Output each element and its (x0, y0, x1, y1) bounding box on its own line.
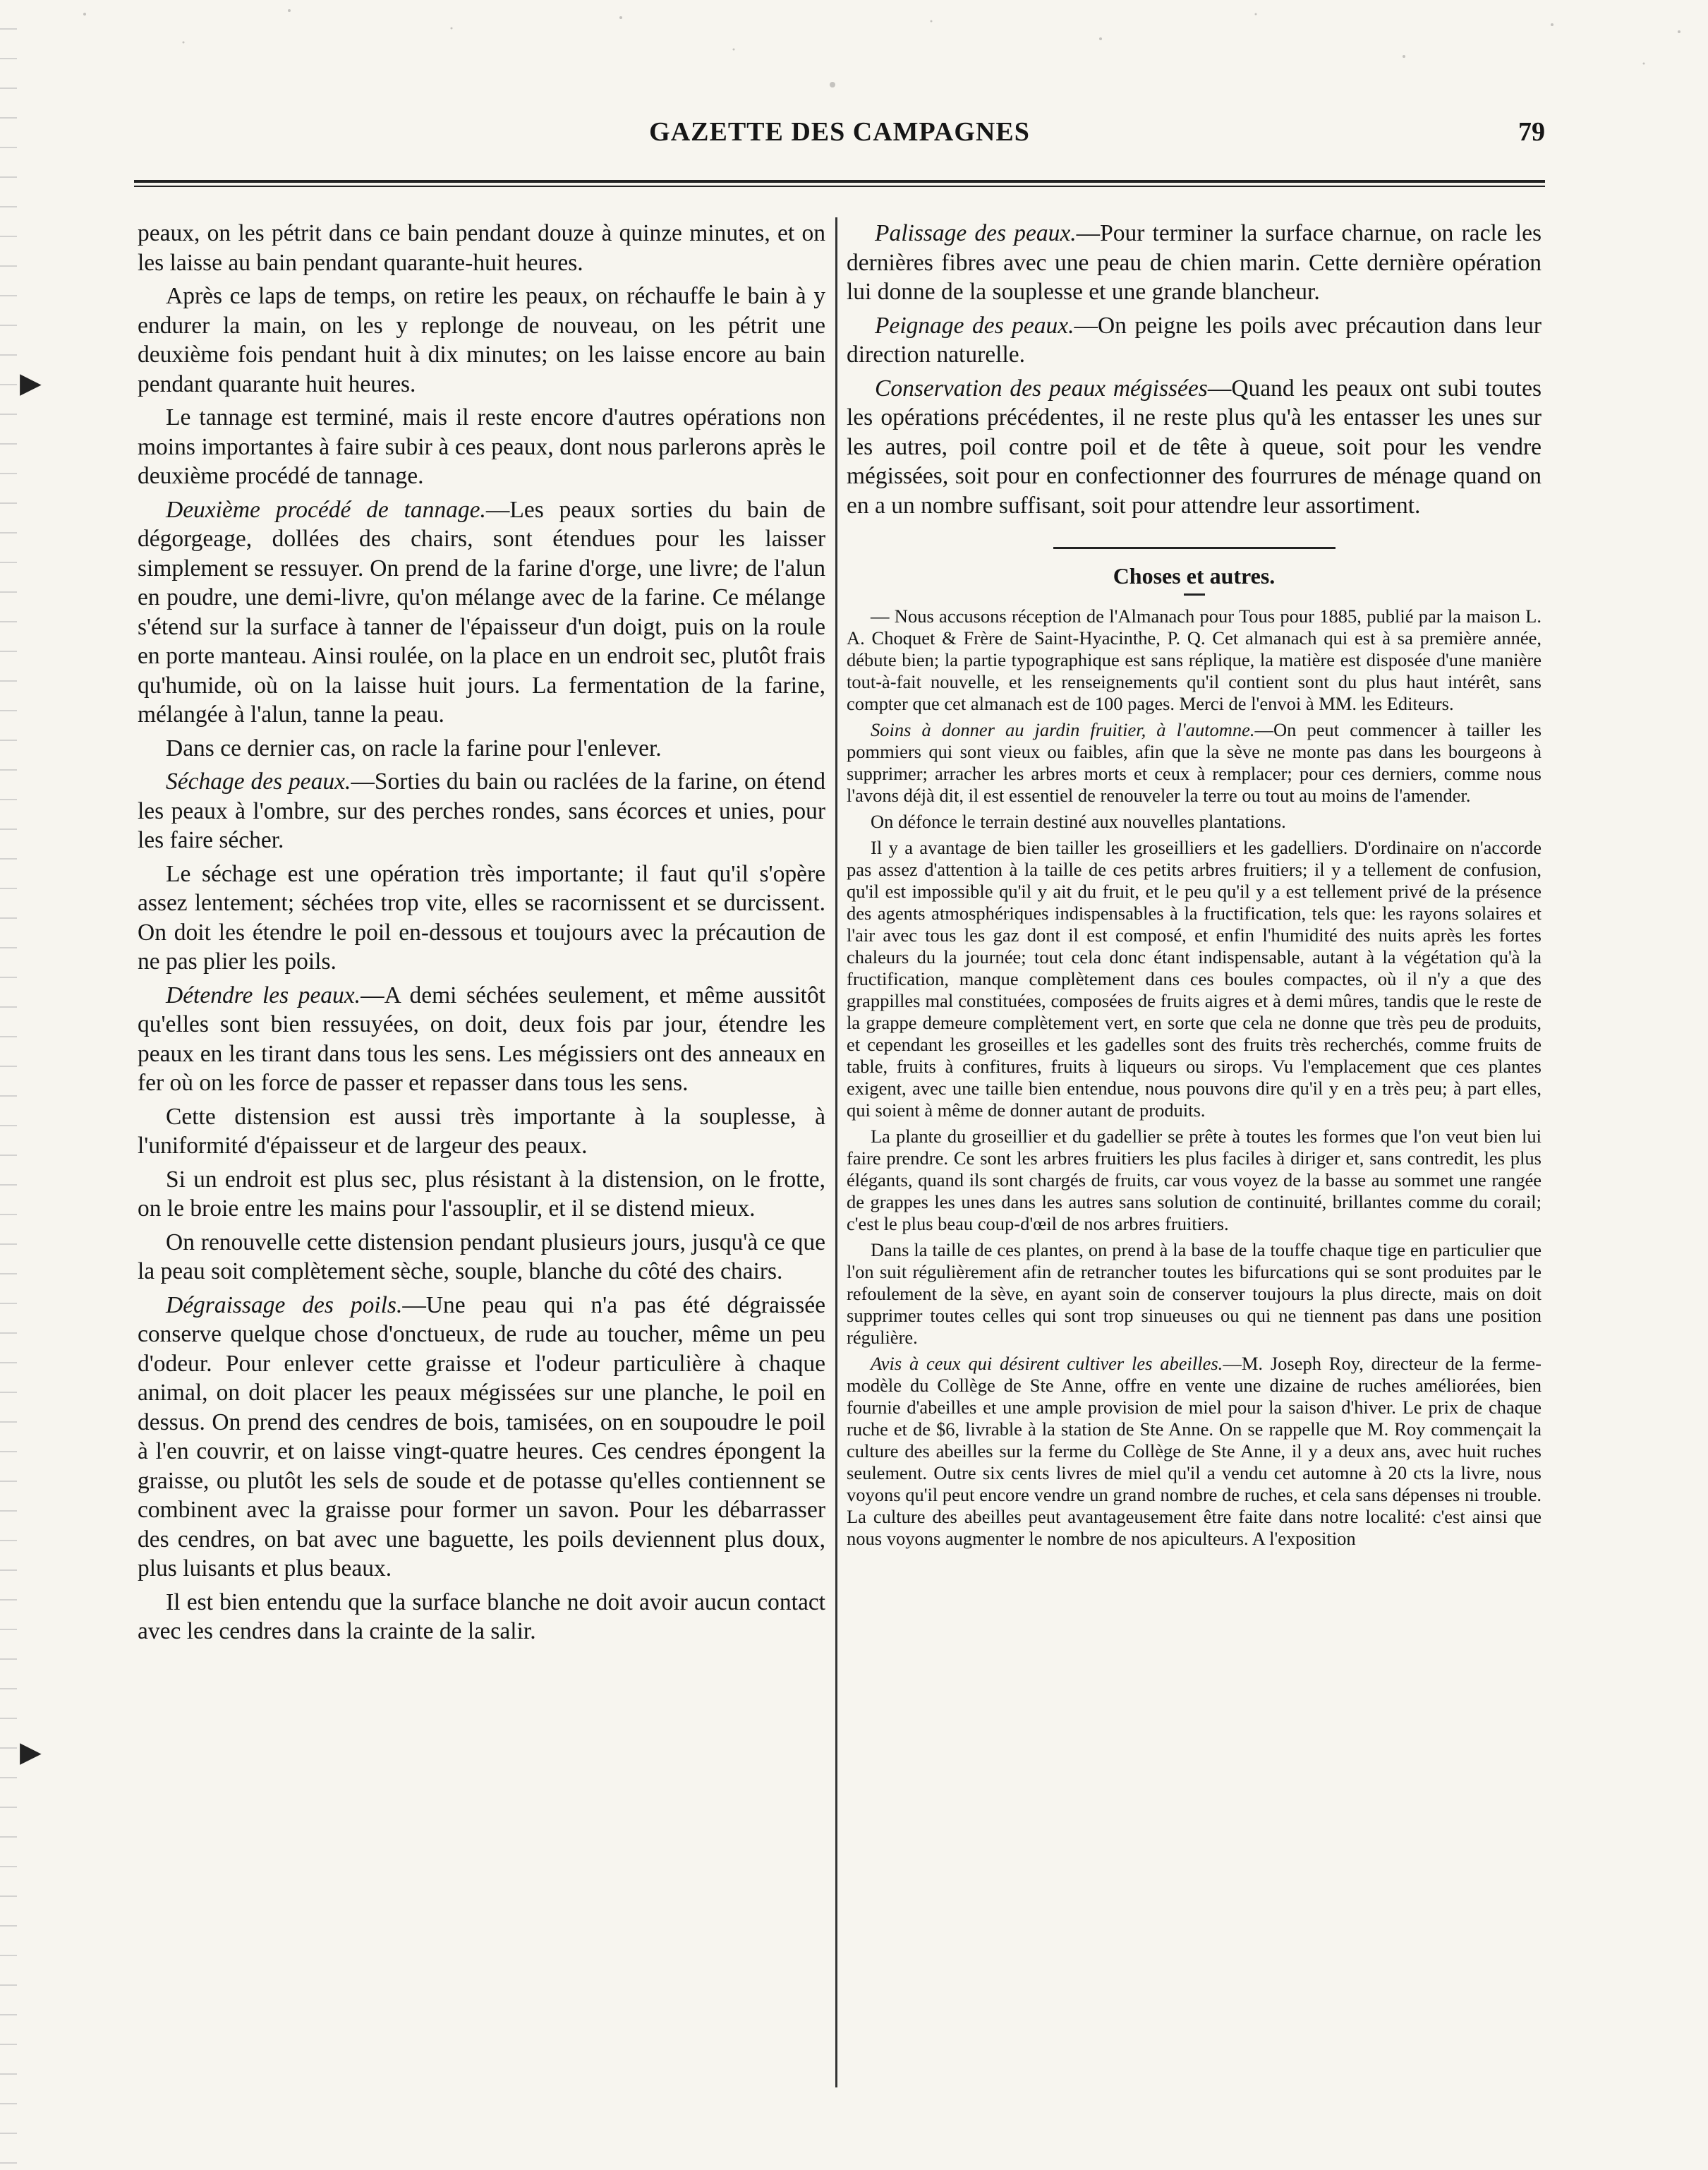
paragraph-text: —Sorties du bain ou raclées de la farine, on étend les peaux à l'ombre, sur des perches rondes, sans écorces et unies, pour les faire sécher. (138, 768, 825, 853)
paragraph (138, 1165, 825, 1224)
paragraph-text: Il y a avantage de bien tailler les groseilliers et les gadelliers. D'ordinaire on n'accorde pas assez d'attention à la taille de ces petits arbres fruitiers; il y a tellement de confusion, qu'il est impossible qu'il y ait du fruit, et le peu qu'il y a est tellement privé de la présence des agents atmosphériques indispensables à la fructification, tels que: les rayons solaires et l'air avec tous les gaz dont il est composé, et enfin l'humidité des nuits après les fortes chaleurs du la journée; tout cela donc étant indispensable, autant à la végétation qu'à la fructification, manque complètement dans ces boules compactes, où il n'y a que des grappilles mal constituées, composées de fruits aigres et à demi mûres, tandis que le reste de la grappe demeure complètement vert, en sorte que cela ne donne que très peu de produits, et cependant les groseilles et les gadelles sont des fruits très recherchés, comme fruits de table, fruits à confitures, fruits à liqueurs ou sirops. Vu l'emplacement que ces plantes exigent, avec une taille bien entendue, nous pouvons dire qu'il y en a très peu; à part elles, qui soient à même de donner autant de produits. (847, 837, 1542, 1121)
paragraph-text: On défonce le terrain destiné aux nouvelles plantations. (871, 811, 1286, 832)
paragraph (138, 1228, 825, 1286)
right-column-articles (847, 219, 1542, 520)
print-speckle-decoration (0, 0, 1708, 106)
paragraph (847, 811, 1542, 833)
paragraph-text: —On peut commencer à tailler les pommiers qui sont vieux ou faibles, afin que la sève ne monte pas dans les bourgeons à supprimer; arracher les arbres morts et ceux à remplacer; pour ces derniers, comme nous l'avons déjà dit, il est essentiel de renouveler la terre ou tout au moins de l'amender. (847, 719, 1542, 806)
paragraph-text: —M. Joseph Roy, directeur de la ferme-modèle du Collège de Ste Anne, offre en vente une dizaine de ruches améliorées, bien fournie d'abeilles et une ample provision de miel pour la saison d'hiver. Le prix de chaque ruche et de $6, livrable à la station de Ste Anne. On se rappelle que M. Roy commençait la culture des abeilles sur la ferme du Collège de Ste Anne, il y a deux ans, avec huit ruches seulement. Outre six cents livres de miel qu'il a vendu cet automne à 20 cts la livre, nous voyons qu'il peut encore vendre un grand nombre de ruches, et cela sans dépenses ni trouble. La culture des abeilles peut avantageusement être faite dans notre localité: c'est ainsi que nous voyons augmenter le nombre de nos apiculteurs. A l'exposition (847, 1353, 1542, 1549)
paragraph (847, 374, 1542, 521)
paragraph (138, 1291, 825, 1584)
paragraph-text: — Nous accusons réception de l'Almanach pour Tous pour 1885, publié par la maison L. A. Choquet & Frère de Saint-Hyacinthe, P. Q. Cet almanach qui est à sa première année, débute bien; la partie typographique est sans réplique, la matière est disposée d'une manière tout-à-fait nouvelle, et les renseignements qu'il contient sont du plus haut intérêt, sans compter que cet almanach est de 100 pages. Merci de l'envoi à MM. les Editeurs. (847, 605, 1542, 714)
paragraph-lead: Détendre les peaux. (166, 982, 361, 1008)
paragraph (847, 1239, 1542, 1349)
paragraph-lead: Séchage des peaux. (166, 768, 351, 795)
paragraph-lead: Conservation des peaux mégissées (875, 375, 1208, 402)
paragraph (138, 403, 825, 491)
paragraph (847, 837, 1542, 1121)
paragraph (138, 219, 825, 277)
publication-title: GAZETTE DES CAMPAGNES (649, 117, 1030, 147)
margin-mark-icon: ▶ (20, 367, 42, 399)
paragraph-text: Le séchage est une opération très importante; il faut qu'il s'opère assez lentement; séchées trop vite, elles se racornissent et se durcissent. On doit les étendre le poil en-dessous et toujours avec la précaution de ne pas plier les poils. (138, 860, 825, 975)
news-items (847, 605, 1542, 1550)
paragraph (847, 1353, 1542, 1550)
paragraph-text: Il est bien entendu que la surface blanche ne doit avoir aucun contact avec les cendres dans la crainte de la salir. (138, 1589, 825, 1644)
paragraph (847, 719, 1542, 807)
paragraph-text: —Les peaux sorties du bain de dégorgeage, dollées des chairs, sont étendues pour les laisser simplement se ressuyer. On prend de la farine d'orge, une livre; de l'alun en poudre, une demi-livre, qu'on mélange avec de la farine. Ce mélange s'étend sur la surface à tanner de l'épaisseur d'un doigt, puis on la roule en porte manteau. Ainsi roulée, on la place en un endroit sec, plutôt frais qu'humide, où on la laisse huit jours. La fermentation de la farine, mélangée à l'alun, tanne la peau. (138, 496, 825, 728)
section-dash (1184, 593, 1205, 596)
paragraph (138, 282, 825, 399)
paragraph-text: Dans la taille de ces plantes, on prend à la base de la touffe chaque tige en particulier que l'on suit régulièrement afin de retrancher toutes les bifurcations qui se sont produites par le refoulement de la sève, en ayant soin de conserver toujours la plus directe, mais on doit supprimer toutes celles qui sont trop sinueuses ou qui ne tiennent pas dans une position régulière. (847, 1239, 1542, 1348)
paragraph (138, 981, 825, 1098)
paragraph-text: —Pour terminer la surface charnue, on racle les dernières fibres avec une peau de chien marin. Cette dernière opération lui donne de la souplesse et une grande blancheur. (847, 220, 1542, 305)
paragraph (138, 860, 825, 977)
right-column (847, 219, 1542, 1554)
paragraph-lead: Peignage des peaux. (875, 312, 1074, 339)
header-rule-thin (134, 186, 1545, 187)
paragraph-lead: Avis à ceux qui désirent cultiver les abeilles. (871, 1353, 1223, 1374)
paragraph-text: Le tannage est terminé, mais il reste encore d'autres opérations non moins importantes à faire subir à ces peaux, dont nous parlerons après le deuxième procédé de tannage. (138, 404, 825, 489)
paragraph-text: —Une peau qui n'a pas été dégraissée conserve quelque chose d'onctueux, de rude au toucher, même un peu d'odeur. Pour enlever cette graisse et l'odeur particulière à chaque animal, on doit placer les peaux mégissées sur une planche, le poil en dessus. On prend des cendres de bois, tamisées, on en soupoudre le poil à l'en couvrir, et on laisse vingt-quatre heures. Ces cendres épongent la graisse, ou plutôt les sels de soude et de potasse qu'elles contiennent se combinent avec la graisse pour former un savon. Pour les débarrasser des cendres, on bat avec une baguette, les poils deviennent plus doux, plus luisants et plus beaux. (138, 1291, 825, 1581)
page-number: 79 (1518, 117, 1545, 147)
paragraph (138, 495, 825, 730)
header-rule (134, 180, 1545, 183)
paragraph-lead: Palissage des peaux. (875, 220, 1077, 246)
margin-mark-icon: ▶ (20, 1736, 42, 1768)
paragraph (847, 1126, 1542, 1235)
page-header (134, 116, 1545, 159)
section-rule (1053, 547, 1335, 549)
paragraph-text: —A demi séchées seulement, et même aussitôt qu'elles sont bien ressuyées, on doit, deux fois par jour, étendre les peaux en les tirant dans tous les sens. Les mégissiers ont des anneaux en fer où on les force de passer et repasser dans tous les sens. (138, 982, 825, 1096)
paragraph (138, 1588, 825, 1646)
paragraph-text: Si un endroit est plus sec, plus résistant à la distension, on le frotte, on le broie entre les mains pour l'assouplir, et il se distend mieux. (138, 1166, 825, 1222)
paragraph-text: La plante du groseillier et du gadellier se prête à toutes les formes que l'on veut bien lui faire prendre. Ce sont les arbres fruitiers les plus faciles à diriger et, sans contredit, les plus élégants, quand ils sont chargés de fruits, car vous voyez de la basse au sommet une rangée de grappes les unes dans les autres sans solution de continuité, brillantes comme du corail; c'est le plus beau coup-d'œil de nos arbres fruitiers. (847, 1126, 1542, 1234)
paragraph (138, 734, 825, 764)
paragraph-text: —On peigne les poils avec précaution dans leur direction naturelle. (847, 312, 1542, 368)
scan-edge (0, 0, 17, 2170)
paragraph-lead: Deuxième procédé de tannage. (166, 496, 486, 523)
paragraph (847, 219, 1542, 307)
paragraph-lead: Dégraissage des poils. (166, 1291, 403, 1318)
paragraph-text: Cette distension est aussi très importante à la souplesse, à l'uniformité d'épaisseur et de largeur des peaux. (138, 1103, 825, 1159)
left-column (138, 219, 825, 1651)
paragraph-text: —Quand les peaux ont subi toutes les opérations précédentes, il ne reste plus qu'à les entasser les unes sur les autres, poil contre poil et de tête à queue, soit pour les vendre mégissées, soit pour en confectionner des fourrures de ménage quand on en a un nombre suffisant, soit pour attendre leur assortiment. (847, 375, 1542, 519)
paragraph (138, 767, 825, 855)
section-heading: Choses et autres. (1113, 563, 1276, 589)
paragraph (847, 311, 1542, 370)
column-divider (835, 217, 837, 2087)
paragraph-lead: Soins à donner au jardin fruitier, à l'automne. (871, 719, 1255, 740)
paragraph-text: peaux, on les pétrit dans ce bain pendant douze à quinze minutes, et on les laisse au bain pendant quarante-huit heures. (138, 220, 825, 276)
paragraph-text: Dans ce dernier cas, on racle la farine pour l'enlever. (166, 735, 662, 761)
paragraph (138, 1102, 825, 1161)
paragraph-text: Après ce laps de temps, on retire les peaux, on réchauffe le bain à y endurer la main, on les y replonge de nouveau, on les pétrit une deuxième fois pendant huit à dix minutes; on les laisse encore au bain pendant quarante huit heures. (138, 283, 825, 397)
paragraph-text: On renouvelle cette distension pendant plusieurs jours, jusqu'à ce que la peau soit complètement sèche, souple, blanche du côté des chairs. (138, 1229, 825, 1284)
paragraph (847, 605, 1542, 715)
